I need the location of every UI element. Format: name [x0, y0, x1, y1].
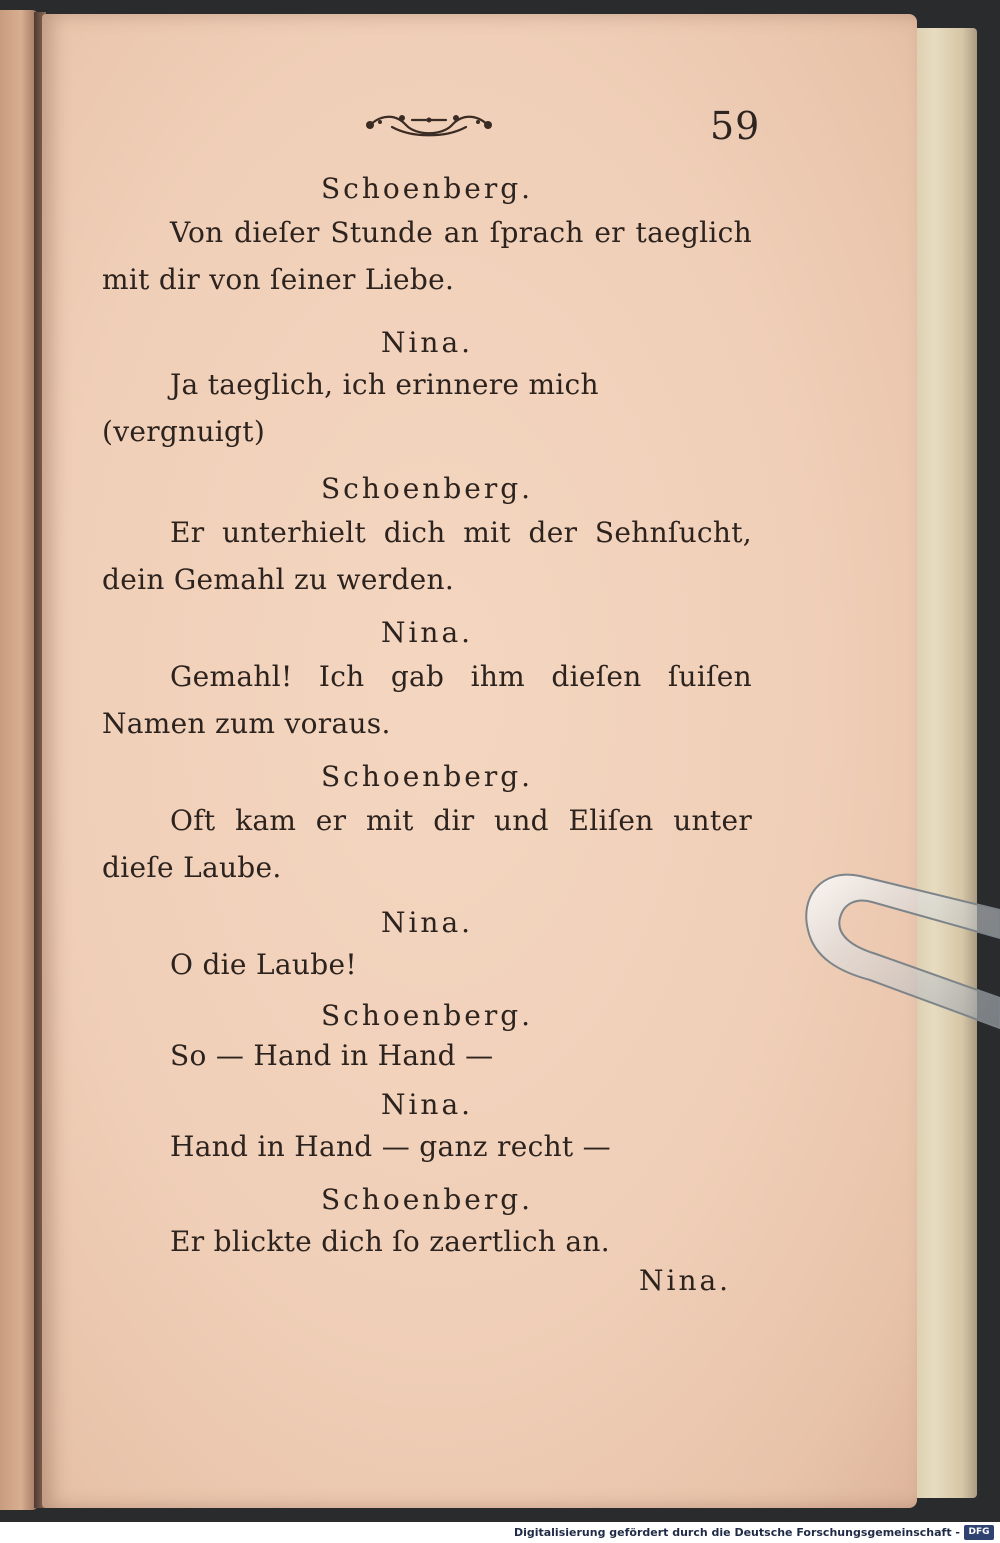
footer-credit: Digitalisierung gefördert durch die Deutsche Forschungsgemeinschaft -	[513, 1526, 960, 1539]
dialogue-block	[102, 760, 752, 891]
speaker-name: Nina.	[380, 616, 474, 649]
speaker-name: Nina.	[380, 326, 474, 359]
page-body	[102, 169, 752, 1265]
page-number: 59	[710, 104, 761, 148]
speech-text: Hand in Hand — ganz recht —	[170, 1130, 611, 1163]
speech-text: Ja taeglich, ich erinnere mich (vergnuigt)	[102, 368, 599, 448]
dialogue-block	[102, 999, 752, 1079]
speech-text: Er blickte dich ſo zaertlich an.	[170, 1225, 610, 1258]
speech-text: Oft kam er mit dir und Eliſen unter dieſe Laube.	[102, 804, 752, 884]
speaker-name: Schoenberg.	[320, 1183, 534, 1216]
dialogue-block	[102, 906, 752, 988]
speaker-name: Schoenberg.	[320, 172, 534, 205]
dialogue-block	[102, 1183, 752, 1265]
page-header	[42, 104, 917, 164]
speaker-name: Nina.	[380, 906, 474, 939]
speech-text: Er unterhielt dich mit der Sehnſucht, dein Gemahl zu werden.	[102, 516, 752, 596]
speech-text: Von dieſer Stunde an ſprach er taeglich mit dir von ſeiner Liebe.	[102, 216, 752, 296]
dialogue-block	[102, 616, 752, 747]
speech-text: So — Hand in Hand —	[170, 1039, 494, 1072]
dialogue-block	[102, 1088, 752, 1170]
ornament-icon	[362, 110, 496, 140]
dialogue-block	[102, 472, 752, 603]
footer-bar	[0, 1522, 1000, 1543]
speaker-name: Nina.	[380, 1088, 474, 1121]
speaker-name: Schoenberg.	[320, 760, 534, 793]
dialogue-block	[102, 326, 752, 455]
book-page	[42, 14, 917, 1508]
speaker-name: Schoenberg.	[320, 999, 534, 1032]
speech-text: O die Laube!	[170, 948, 357, 981]
speaker-name: Schoenberg.	[320, 472, 534, 505]
dialogue-block	[102, 172, 752, 296]
dfg-logo: DFG	[964, 1525, 994, 1540]
speech-text: Gemahl! Ich gab ihm dieſen ſuiſen Namen zum voraus.	[102, 660, 752, 740]
left-page-edge	[0, 10, 38, 1510]
page-clip-icon	[800, 868, 1000, 1078]
catchword: Nina.	[639, 1264, 732, 1297]
